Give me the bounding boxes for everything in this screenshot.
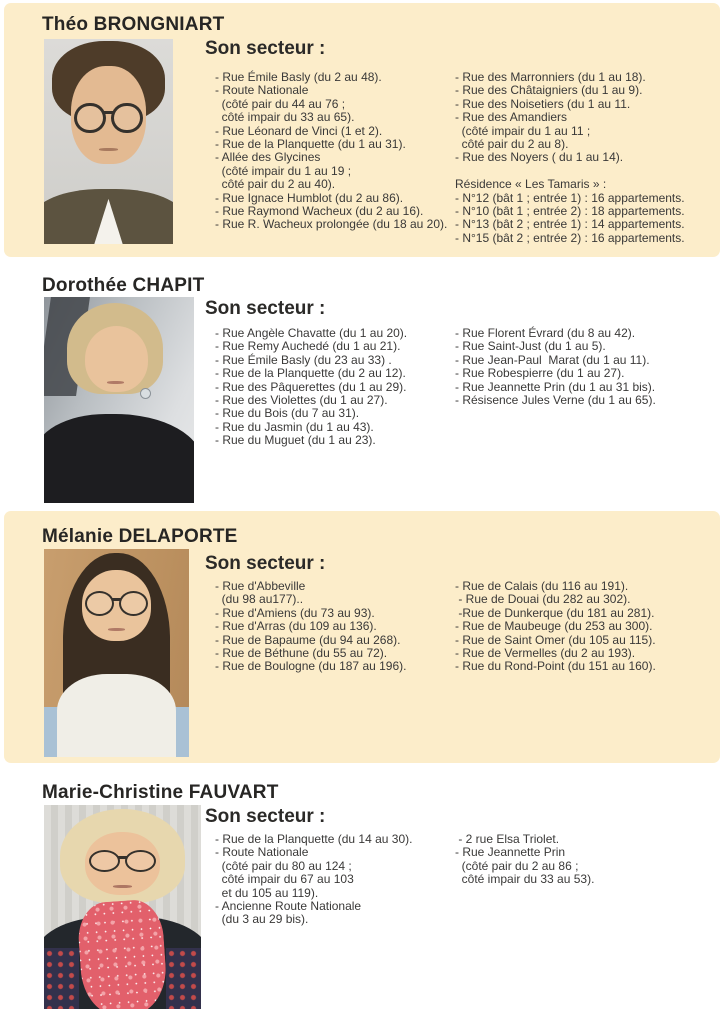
street-line: - Rue Remy Auchedé (du 1 au 21). xyxy=(215,339,401,354)
street-line: - N°10 (bât 1 ; entrée 2) : 18 appartements. xyxy=(455,204,685,219)
street-line: - Rue du Bois (du 7 au 31). xyxy=(215,406,360,421)
street-list-right xyxy=(455,580,723,674)
street-line: - Rue d'Amiens (du 73 au 93). xyxy=(215,605,375,620)
street-line: - Rue Jeannette Prin (du 1 au 31 bis). xyxy=(455,379,656,394)
street-line: (côté pair du 80 au 124 ; xyxy=(215,858,352,873)
street-line: - Rue d'Arras (du 109 au 136). xyxy=(215,619,377,634)
street-line: - Rue des Noisetiers (du 1 au 11. xyxy=(455,96,631,111)
sector-heading: Son secteur : xyxy=(205,553,326,574)
glasses-lens-left xyxy=(85,591,114,616)
street-line: - Rue Léonard de Vinci (1 et 2). xyxy=(215,123,383,138)
street-line: - Rue de Saint Omer (du 105 au 115). xyxy=(455,632,656,647)
glasses-lens-left xyxy=(89,850,120,872)
street-line: (côté impair du 1 au 11 ; xyxy=(455,123,591,138)
street-line: - Rue du Muguet (du 1 au 23). xyxy=(215,433,376,448)
street-line: - Rue Émile Basly (du 2 au 48). xyxy=(215,70,382,84)
vest-shape xyxy=(57,674,176,757)
street-line: (côté pair du 2 au 86 ; xyxy=(455,858,579,873)
glasses-shape xyxy=(74,103,144,134)
street-line: - Rue de la Planquette (du 2 au 12). xyxy=(215,366,406,381)
mouth-shape xyxy=(99,148,117,151)
street-line: - Résisence Jules Verne (du 1 au 65). xyxy=(455,393,656,408)
section-melanie-delaporte xyxy=(4,511,720,763)
street-line: - Rue des Châtaigniers (du 1 au 9). xyxy=(455,83,643,98)
street-line: côté impair du 33 au 65). xyxy=(215,110,355,125)
street-line: - Rue des Pâquerettes (du 1 au 29). xyxy=(215,379,407,394)
street-line: - Rue Saint-Just (du 1 au 5). xyxy=(455,339,606,354)
street-line: - Rue de Calais (du 116 au 191). xyxy=(455,579,629,593)
portrait-photo-theo xyxy=(44,39,173,244)
street-line: - Rue de Douai (du 282 au 302). xyxy=(455,592,631,607)
street-line: - Rue Robespierre (du 1 au 27). xyxy=(455,366,625,381)
portrait-photo-marie-christine xyxy=(44,805,201,1009)
street-line: Résidence « Les Tamaris » : xyxy=(455,177,607,192)
street-list-right xyxy=(455,71,723,245)
street-line: - Rue de Vermelles (du 2 au 193). xyxy=(455,646,636,661)
portrait-photo-melanie xyxy=(44,549,189,757)
street-line: (du 98 au177).. xyxy=(215,592,304,607)
jacket-shape xyxy=(44,414,194,503)
street-line: - Rue des Amandiers xyxy=(455,110,568,125)
street-line: côté pair du 2 au 8). xyxy=(455,137,569,152)
sector-heading: Son secteur : xyxy=(205,806,326,827)
street-line: - Rue de Maubeuge (du 253 au 300). xyxy=(455,619,653,634)
street-line: et du 105 au 119). xyxy=(215,885,319,900)
street-line: - N°15 (bât 2 ; entrée 2) : 16 appartements. xyxy=(455,230,685,245)
scarf-shape xyxy=(76,898,169,1009)
glasses-lens-left xyxy=(74,103,105,134)
street-list-left xyxy=(215,327,451,448)
glasses-shape xyxy=(88,850,157,872)
street-line: - Rue d'Abbeville xyxy=(215,579,306,593)
street-line: - Rue du Rond-Point (du 151 au 160). xyxy=(455,659,656,674)
street-line: - Rue des Marronniers (du 1 au 18). xyxy=(455,70,646,84)
portrait-photo-dorothee xyxy=(44,297,194,503)
street-line: - Rue des Violettes (du 1 au 27). xyxy=(215,393,388,408)
person-name: Théo BRONGNIART xyxy=(42,14,225,35)
street-line: - Rue Jean-Paul Marat (du 1 au 11). xyxy=(455,352,650,367)
person-name: Dorothée CHAPIT xyxy=(42,275,205,296)
glasses-shape xyxy=(85,591,149,616)
section-marie-christine-fauvart xyxy=(4,763,720,1024)
street-line: - Rue du Jasmin (du 1 au 43). xyxy=(215,419,374,434)
person-name: Mélanie DELAPORTE xyxy=(42,526,238,547)
street-line: - 2 rue Elsa Triolet. xyxy=(455,832,560,846)
street-line: - Rue R. Wacheux prolongée (du 18 au 20). xyxy=(215,217,448,232)
street-line: - Rue de Bapaume (du 94 au 268). xyxy=(215,632,401,647)
street-line: (côté pair du 44 au 76 ; xyxy=(215,96,346,111)
section-theo-brongniart xyxy=(4,3,720,257)
floral-pattern-left xyxy=(44,948,79,1009)
street-line: côté impair du 33 au 53). xyxy=(455,872,595,887)
sector-heading: Son secteur : xyxy=(205,38,326,59)
section-dorothee-chapit xyxy=(4,257,720,511)
street-list-left xyxy=(215,71,451,232)
street-line xyxy=(455,165,723,178)
street-list-left xyxy=(215,580,451,674)
street-line: (du 3 au 29 bis). xyxy=(215,912,309,927)
street-line: - Rue Ignace Humblot (du 2 au 86). xyxy=(215,190,404,205)
street-list-right xyxy=(455,833,723,887)
street-list-right xyxy=(455,327,723,407)
floral-pattern-right xyxy=(166,948,201,1009)
street-line: - Allée des Glycines xyxy=(215,150,321,165)
earring-shape xyxy=(140,388,151,399)
street-line: côté impair du 67 au 103 xyxy=(215,872,354,887)
street-line: - Rue de Béthune (du 55 au 72). xyxy=(215,646,388,661)
mouth-shape xyxy=(113,885,132,888)
street-line: côté pair du 2 au 40). xyxy=(215,177,336,192)
street-line: - Rue Émile Basly (du 23 au 33) . xyxy=(215,352,392,367)
street-list-left xyxy=(215,833,451,927)
street-line: - Rue Angèle Chavatte (du 1 au 20). xyxy=(215,326,408,340)
street-line: - Rue de la Planquette (du 1 au 31). xyxy=(215,137,406,152)
street-line: - Route Nationale xyxy=(215,845,309,860)
street-line: - N°13 (bât 2 ; entrée 1) : 14 appartements. xyxy=(455,217,685,232)
street-line: - Route Nationale xyxy=(215,83,309,98)
street-line: - Rue Jeannette Prin xyxy=(455,845,566,860)
street-line: - Ancienne Route Nationale xyxy=(215,899,362,914)
street-line: (côté impair du 1 au 19 ; xyxy=(215,163,352,178)
street-line: -Rue de Dunkerque (du 181 au 281). xyxy=(455,605,655,620)
glasses-lens-right xyxy=(119,591,148,616)
glasses-lens-right xyxy=(111,103,142,134)
street-line: - Rue de Boulogne (du 187 au 196). xyxy=(215,659,407,674)
street-line: - Rue des Noyers ( du 1 au 14). xyxy=(455,150,624,165)
glasses-lens-right xyxy=(125,850,156,872)
street-line: - Rue de la Planquette (du 14 au 30). xyxy=(215,832,413,846)
street-line: - Rue Raymond Wacheux (du 2 au 16). xyxy=(215,204,424,219)
person-name: Marie-Christine FAUVART xyxy=(42,782,279,803)
sector-heading: Son secteur : xyxy=(205,298,326,319)
mouth-shape xyxy=(108,628,125,631)
street-line: - N°12 (bât 1 ; entrée 1) : 16 appartements. xyxy=(455,190,685,205)
street-line: - Rue Florent Évrard (du 8 au 42). xyxy=(455,326,636,340)
